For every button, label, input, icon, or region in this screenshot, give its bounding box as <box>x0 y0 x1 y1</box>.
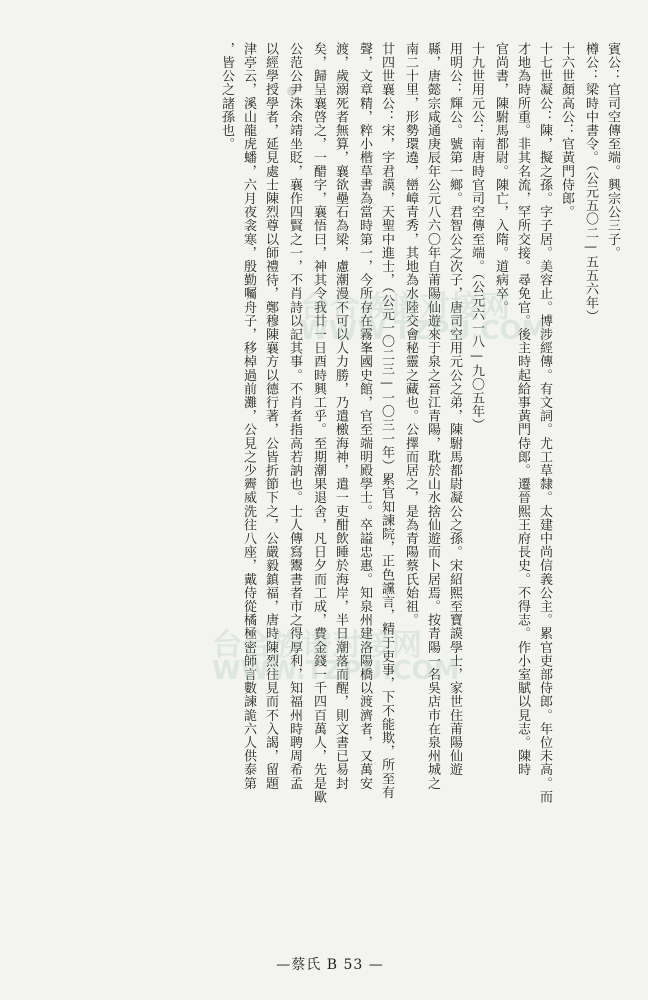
text-column-10: 南二十里，形勢環遶，巒嶂青秀，其地為水陸交會秘靈之藏也。公擇而居之，是為青陽蔡氏始祖。 <box>403 42 418 627</box>
text-column-4: 十七世凝公：陳，擬之孫。字子居。美容止。博涉經傳。有文詞。尤工草隸。太建中尚信義公主。累官吏部侍郎。年位未高。而 <box>537 42 552 804</box>
text-column-7: 十九世用元公：南唐時官司空傳至端。（公元六一八—九〇五年） <box>469 42 484 432</box>
text-column-6: 官尚書，陳駙馬都尉。陳亡，入隋。道病卒。 <box>493 42 508 314</box>
text-column-14: 矣，歸呈襄啓之，一醋字，襄悟曰，神其令我廿一日酉時興工乎。至期潮果退舍，凡日夕而工成，費金錢一千四百萬人，先是歐 <box>311 42 326 804</box>
text-column-16: 以經學授學者，延見處士陳烈尊以師禮待，鄭穆陳襄方以德行著，公皆折節下之，公嚴毅鎮福，唐時陳烈往見而不入謁，留題 <box>263 42 278 790</box>
text-column-3: 十六世顏高公：官黃門侍郎。 <box>559 42 574 219</box>
text-column-8: 用明公：輝公。號第一鄉。君智公之次子，唐司空用元公之弟，陳駙馬都尉凝公之孫。宋紹熙至寶謨學士，家世住莆陽仙遊 <box>447 42 462 777</box>
text-column-1: 賓公：官司空傳至端。興宗公三子。 <box>605 42 620 260</box>
text-column-5: 才地為時所重。非其名流，罕所交接。尋免官。後主時起給事黃門侍郎。遷晉熙王府長史。不得志。作小室賦以見志。陳時 <box>515 42 530 777</box>
watermark-top-url: WWW.TZPU.COM <box>300 316 548 346</box>
watermark-bottom-url: WWW.TZPU.COM <box>212 656 460 686</box>
watermark-top: 台合族谱对接网 <box>300 290 510 325</box>
text-column-9: 縣，唐懿宗咸通庚辰年公元八六〇年自莆陽仙遊來于泉之晉江青陽，耽於山水捨仙遊而卜居焉。按青陽一名吳店市在泉州城之 <box>425 42 440 790</box>
text-column-17: 津亭云，溪山龍虎蟠，六月夜衾寒，殷勤囑舟子，移棹過前灘，公見之少霽威洗往八座，戴侍從橘極密師言數諫詭六人供泰第 <box>241 42 256 790</box>
text-column-13: 渡，歲溺死者無算，襄欲壘石為梁，慮潮漫不可以人力勝，乃遣檄海神，遣一吏酣飲睡於海岸，半日潮落而醒，則文書已易封 <box>333 42 348 790</box>
text-column-12: 聲，文章精，粹小楷草書為當時第一，今所存在霧峯國史館，官至端明殿學士。卒謚忠惠。知泉州建洛陽橋以渡濟者，又萬安 <box>357 42 372 790</box>
text-column-2: 樽公：梁時中書令。（公元五〇二—五五六年） <box>583 42 598 324</box>
page-footer: —蔡氏 B 53 — <box>276 957 384 973</box>
text-column-18: ，皆公之諸孫也。 <box>219 42 234 151</box>
watermark-bottom: 台合族谱对接网 <box>212 628 422 663</box>
text-column-15: 公范公尹洙余靖坐貶，襄作四賢之一，不肖詩以記其事。不肖者指高若訥也。士人傳寫鬻書者市之得厚利，知福州時聘周希孟 <box>287 42 302 790</box>
text-column-11: 廿四世襄公：宋，字君謨，天聖中進士，（公元一〇二三—一〇三一年）累官知諫院，正色讜言，精于吏事，下不能欺，所至有 <box>379 42 394 800</box>
